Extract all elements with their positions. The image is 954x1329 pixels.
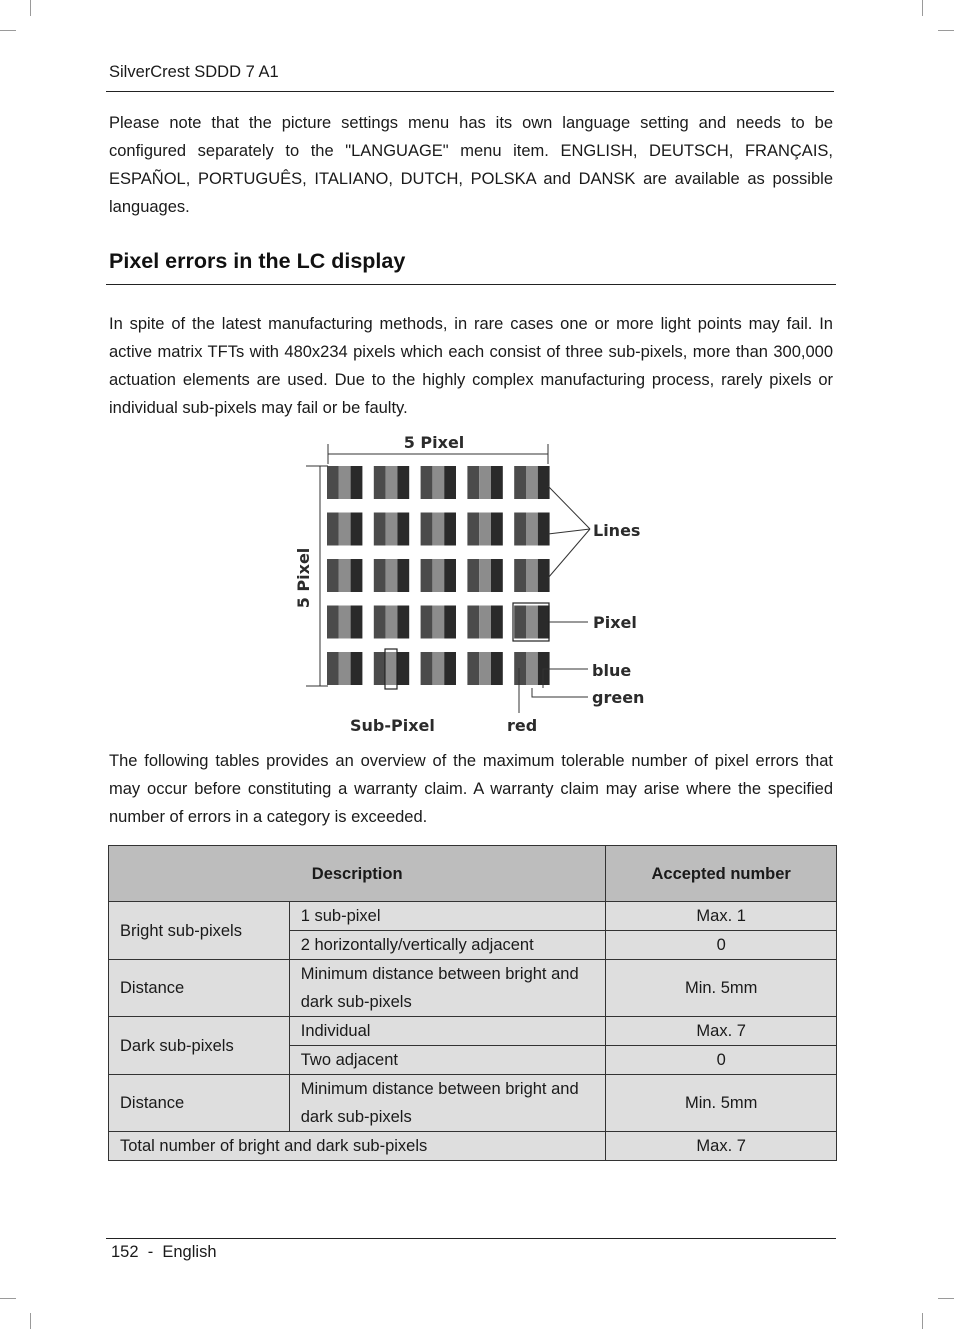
blue-leader <box>543 669 588 688</box>
bright-2-desc: 2 horizontally/vertically adjacent <box>289 931 606 960</box>
dark-subpixels-label: Dark sub-pixels <box>109 1017 290 1075</box>
distance-2-value: Min. 5mm <box>606 1075 837 1132</box>
subpixel <box>514 466 526 499</box>
distance-1-label: Distance <box>109 960 290 1017</box>
crop-mark <box>922 1313 923 1329</box>
bright-2-value: 0 <box>606 931 837 960</box>
sub-pixel-label: Sub-Pixel <box>350 716 435 735</box>
dark-2-value: 0 <box>606 1046 837 1075</box>
table-row <box>109 902 837 931</box>
subpixel <box>374 559 386 592</box>
subpixel <box>467 559 479 592</box>
subpixel <box>526 513 538 546</box>
subpixel <box>421 606 433 639</box>
subpixel <box>397 652 409 685</box>
subpixel <box>339 606 351 639</box>
side-dimension-label: 5 Pixel <box>294 547 313 609</box>
lines-leader-2 <box>548 529 590 534</box>
subpixel <box>444 513 456 546</box>
subpixel <box>491 513 503 546</box>
lines-leader-1 <box>548 486 590 529</box>
subpixel <box>538 606 550 639</box>
subpixel <box>526 559 538 592</box>
subpixel <box>339 466 351 499</box>
bright-subpixels-label: Bright sub-pixels <box>109 902 290 960</box>
blue-label: blue <box>592 661 632 680</box>
subpixel <box>526 466 538 499</box>
subpixel <box>421 466 433 499</box>
subpixel <box>538 513 550 546</box>
subpixel <box>444 466 456 499</box>
subpixel <box>386 606 398 639</box>
bright-1-desc: 1 sub-pixel <box>289 902 606 931</box>
footer-divider <box>106 1238 836 1239</box>
intro-paragraph: Please note that the picture settings menu has its own language setting and needs to be configured separately to the "LANGUAGE" menu item. ENGLISH, DEUTSCH, FRANÇAIS, ESPAÑOL, PORTUGUÊS, ITALIANO, DUTCH, POLSKA and DANSK are available as possible languages. <box>109 114 833 216</box>
crop-mark <box>922 0 923 16</box>
footer-separator: - <box>147 1243 154 1261</box>
subpixel <box>374 513 386 546</box>
crop-mark <box>0 1298 16 1299</box>
dark-2-desc: Two adjacent <box>289 1046 606 1075</box>
subpixel <box>491 606 503 639</box>
pixel-grid <box>327 466 550 685</box>
subpixel <box>432 513 444 546</box>
crop-mark <box>30 0 31 16</box>
lines-label: Lines <box>593 521 641 540</box>
subpixel <box>514 559 526 592</box>
subpixel <box>421 652 433 685</box>
subpixel <box>374 466 386 499</box>
subpixel <box>479 652 491 685</box>
subpixel <box>386 559 398 592</box>
subpixel <box>467 606 479 639</box>
subpixel <box>479 559 491 592</box>
subpixel <box>432 559 444 592</box>
table-header-row <box>109 846 837 902</box>
total-value: Max. 7 <box>606 1132 837 1161</box>
subpixel <box>432 466 444 499</box>
page-number: 152 <box>111 1243 139 1261</box>
header-divider <box>106 91 834 92</box>
subpixel <box>339 559 351 592</box>
subpixel <box>479 466 491 499</box>
subpixel <box>327 559 339 592</box>
crop-mark <box>938 30 954 31</box>
distance-2-desc: Minimum distance between bright and dark sub-pixels <box>289 1075 606 1132</box>
subpixel <box>432 606 444 639</box>
pixel-label: Pixel <box>593 613 637 632</box>
subpixel <box>421 559 433 592</box>
subpixel <box>467 652 479 685</box>
green-label: green <box>592 688 645 707</box>
subpixel <box>526 652 538 685</box>
header-accepted-number: Accepted number <box>606 846 837 902</box>
tables-intro-paragraph: The following tables provides an overview of the maximum tolerable number of pixel errors that may occur before constituting a warranty claim. A warranty claim may arise where the specified number of errors in a category is exceeded. <box>109 752 833 826</box>
distance-1-desc: Minimum distance between bright and dark sub-pixels <box>289 960 606 1017</box>
header-description: Description <box>109 846 606 902</box>
subpixel <box>374 606 386 639</box>
crop-mark <box>938 1298 954 1299</box>
distance-2-label: Distance <box>109 1075 290 1132</box>
dark-1-desc: Individual <box>289 1017 606 1046</box>
table-row <box>109 1132 837 1161</box>
subpixel <box>444 559 456 592</box>
subpixel <box>339 652 351 685</box>
subpixel <box>327 513 339 546</box>
subpixel <box>479 513 491 546</box>
subpixel <box>526 606 538 639</box>
section-paragraph: In spite of the latest manufacturing methods, in rare cases one or more light points may fail. In active matrix TFTs with 480x234 pixels which each consist of three sub-pixels, more than 300,000 actuation elements are used. Due to the highly complex manufacturing process, rarely pixels or individual sub-pixels may fail or be faulty. <box>109 315 833 417</box>
page-header-title: SilverCrest SDDD 7 A1 <box>109 63 279 81</box>
subpixel <box>467 466 479 499</box>
subpixel <box>491 652 503 685</box>
subpixel <box>491 559 503 592</box>
subpixel <box>397 559 409 592</box>
subpixel <box>386 513 398 546</box>
subpixel <box>491 466 503 499</box>
crop-mark <box>0 30 16 31</box>
subpixel <box>339 513 351 546</box>
subpixel <box>479 606 491 639</box>
subpixel <box>397 606 409 639</box>
dark-1-value: Max. 7 <box>606 1017 837 1046</box>
page-footer <box>111 1243 217 1262</box>
top-dimension-label: 5 Pixel <box>403 433 465 452</box>
subpixel <box>374 652 386 685</box>
pixel-diagram <box>280 428 660 740</box>
table-row <box>109 1017 837 1046</box>
subpixel <box>421 513 433 546</box>
crop-mark <box>30 1313 31 1329</box>
subpixel <box>514 513 526 546</box>
subpixel <box>327 652 339 685</box>
subpixel <box>397 466 409 499</box>
subpixel <box>386 466 398 499</box>
subpixel <box>351 652 363 685</box>
subpixel <box>386 652 398 685</box>
subpixel <box>351 513 363 546</box>
subpixel <box>327 466 339 499</box>
table-row <box>109 960 837 1017</box>
bright-1-value: Max. 1 <box>606 902 837 931</box>
lines-leader-3 <box>548 529 590 578</box>
red-label: red <box>507 716 538 735</box>
section-divider <box>106 284 836 285</box>
subpixel <box>397 513 409 546</box>
subpixel <box>444 652 456 685</box>
subpixel <box>514 652 526 685</box>
subpixel <box>467 513 479 546</box>
footer-language: English <box>162 1243 217 1261</box>
section-heading: Pixel errors in the LC display <box>109 249 406 273</box>
table-row <box>109 1075 837 1132</box>
subpixel <box>444 606 456 639</box>
subpixel <box>538 559 550 592</box>
subpixel <box>351 606 363 639</box>
total-desc: Total number of bright and dark sub-pixels <box>109 1132 606 1161</box>
pixel-error-table <box>108 845 837 1161</box>
subpixel <box>327 606 339 639</box>
subpixel <box>514 606 526 639</box>
subpixel <box>538 466 550 499</box>
subpixel <box>351 466 363 499</box>
green-leader <box>532 688 588 697</box>
subpixel <box>432 652 444 685</box>
subpixel <box>351 559 363 592</box>
distance-1-value: Min. 5mm <box>606 960 837 1017</box>
